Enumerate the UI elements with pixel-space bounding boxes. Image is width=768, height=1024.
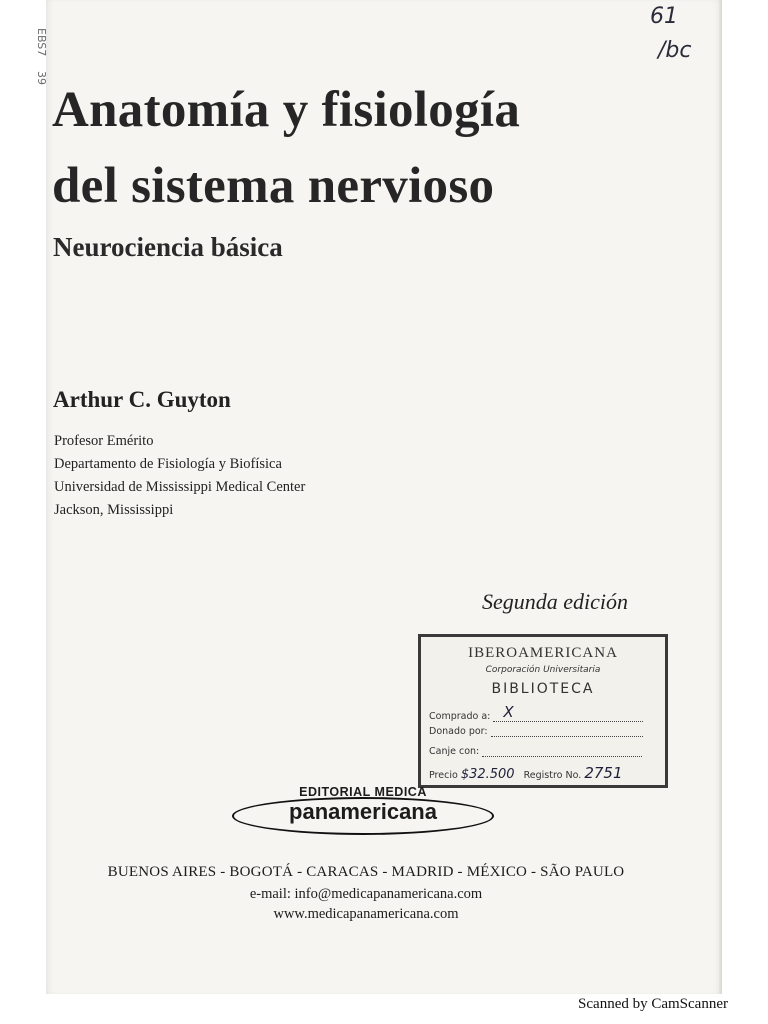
publisher-email: e-mail: info@medicapanamericana.com: [249, 886, 483, 902]
stamp-corporation: Corporación Universitaria: [485, 665, 601, 675]
affiliation-line: Departamento de Fisiología y Biofísica: [54, 456, 282, 472]
publisher-editorial: EDITORIAL MEDICA: [299, 785, 427, 799]
affiliation-line: Universidad de Mississippi Medical Center: [54, 479, 306, 495]
book-title-line2: del sistema nervioso: [52, 158, 495, 214]
publisher-logo: [232, 783, 494, 837]
stamp-price-label: Precio: [429, 770, 458, 781]
publisher-name: panamericana: [289, 799, 437, 824]
margin-note-1: EBS7: [35, 28, 48, 57]
stamp-purchased-value: X: [503, 703, 514, 721]
publisher-website: www.medicapanamericana.com: [273, 906, 459, 922]
scanner-footer: Scanned by CamScanner: [578, 996, 728, 1012]
stamp-library: BIBLIOTECA: [491, 681, 595, 697]
book-title-line1: Anatomía y fisiología: [52, 82, 521, 138]
affiliation-line: Profesor Emérito: [54, 433, 154, 449]
stamp-purchased-label: Comprado a:: [429, 711, 491, 722]
stamp-price-value: $32.500: [460, 767, 515, 782]
stamp-registry-label: Registro No.: [523, 770, 582, 781]
stamp-exchange-label: Canje con:: [429, 746, 480, 757]
book-title: [52, 72, 692, 224]
affiliation-line: Jackson, Mississippi: [54, 502, 174, 518]
author-affiliation: [54, 430, 305, 522]
edition-label: Segunda edición: [482, 589, 629, 614]
stamp-row-price: [429, 764, 659, 782]
book-subtitle: Neurociencia básica: [53, 232, 283, 262]
stamp-row-exchange: [429, 745, 659, 757]
stamp-donated-label: Donado por:: [429, 726, 488, 737]
author-name: Arthur C. Guyton: [53, 387, 231, 412]
handwritten-note-line1: 61: [650, 4, 678, 29]
stamp-registry-value: 2751: [584, 764, 623, 782]
page-edge-shadow: [719, 0, 722, 994]
publisher-cities: BUENOS AIRES - BOGOTÁ - CARACAS - MADRID - MÉXICO - SÃO PAULO: [107, 864, 625, 880]
margin-note-2: 39: [35, 71, 48, 85]
scanned-page: [35, 0, 722, 994]
library-stamp: [418, 634, 668, 788]
stamp-row-donated: [429, 725, 659, 737]
handwritten-note-line2: /bc: [658, 38, 692, 63]
stamp-institution: IBEROAMERICANA: [468, 645, 618, 661]
stamp-row-purchased: [429, 703, 659, 722]
